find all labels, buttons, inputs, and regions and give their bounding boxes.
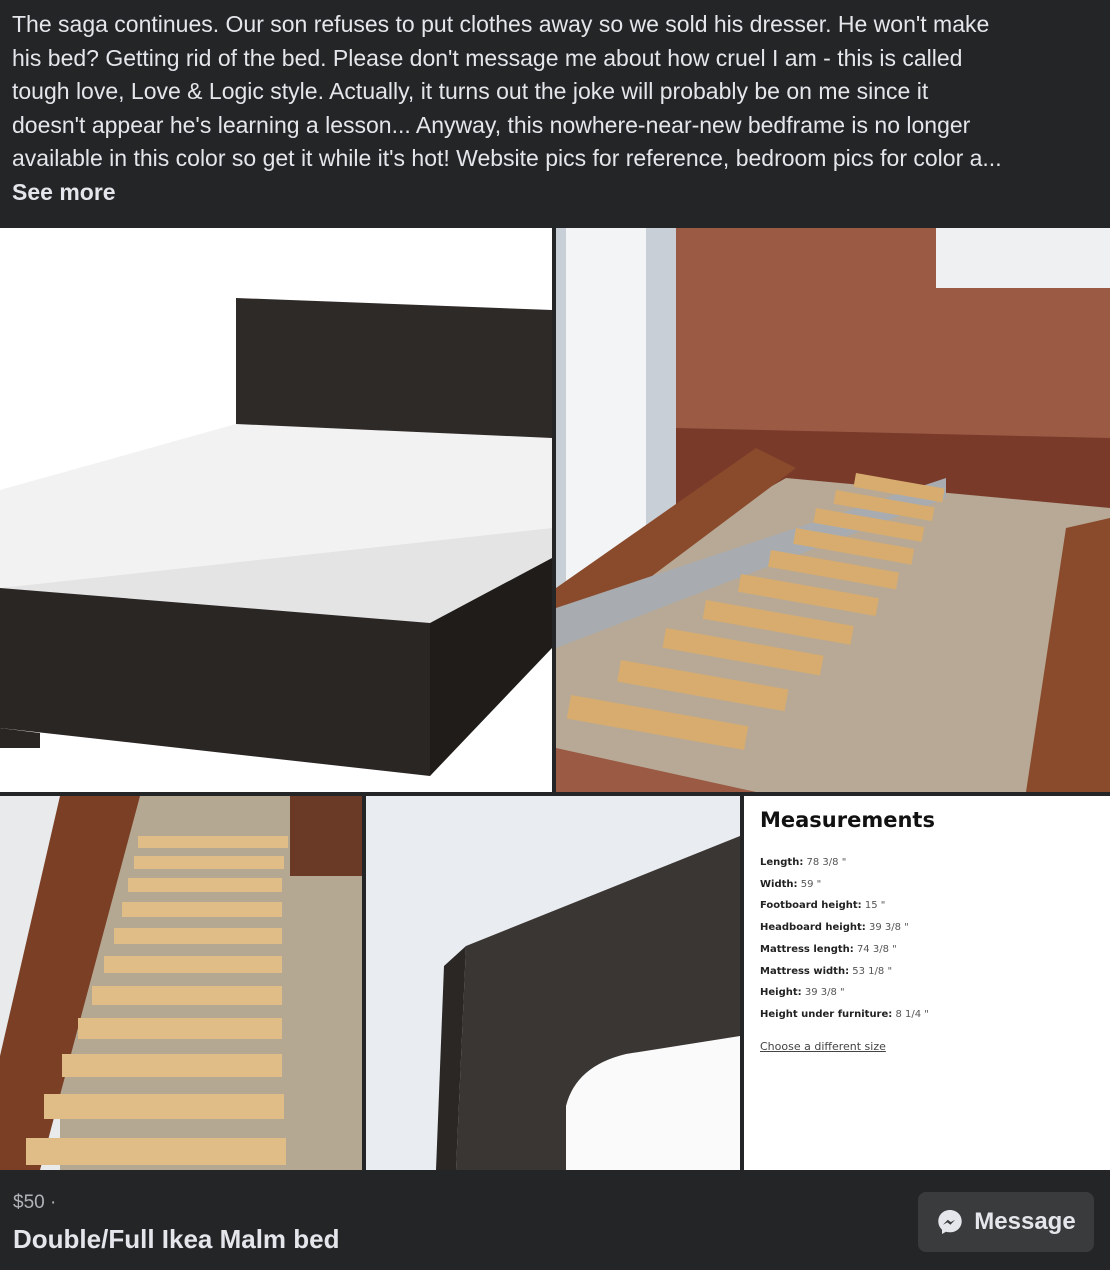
listing-price: $50 · — [13, 1192, 57, 1213]
measurement-row: Mattress width: 53 1/8 " — [760, 965, 893, 977]
see-more-link[interactable]: See more — [12, 178, 116, 205]
bedroom-frame-image — [556, 228, 1110, 792]
post-text-line: his bed? Getting rid of the bed. Please don't message me about how cruel I am - this is called — [12, 44, 963, 71]
measurement-row: Height under furniture: 8 1/4 " — [760, 1008, 929, 1020]
measurements-title: Measurements — [760, 808, 935, 832]
slats-image — [0, 796, 362, 1170]
measurement-row: Width: 59 " — [760, 878, 822, 890]
measurement-row: Headboard height: 39 3/8 " — [760, 922, 909, 934]
post-text-line: available in this color so get it while it's hot! Website pics for reference, bedroom pics for color a... — [12, 145, 1002, 171]
post-text-line: doesn't appear he's learning a lesson... Anyway, this nowhere-near-new bedframe is no longer — [12, 111, 971, 138]
post-description — [12, 8, 1102, 209]
measurement-row: Length: 78 3/8 " — [760, 857, 847, 868]
bed-product-image — [0, 228, 552, 792]
measurements-panel[interactable] — [744, 796, 1110, 1170]
photo-bed-product[interactable] — [0, 228, 552, 792]
measurement-row: Mattress length: 74 3/8 " — [760, 943, 897, 955]
headboard-closeup-image — [366, 796, 740, 1170]
photo-bedroom-frame[interactable] — [556, 228, 1110, 792]
message-button-label: Message — [974, 1208, 1076, 1235]
measurement-row: Height: 39 3/8 " — [760, 987, 845, 999]
measurement-row: Footboard height: 15 " — [760, 900, 886, 912]
messenger-icon — [936, 1208, 964, 1236]
message-button[interactable] — [918, 1192, 1094, 1252]
photo-headboard-closeup[interactable] — [366, 796, 740, 1170]
post-text-line: tough love, Love & Logic style. Actually, it turns out the joke will probably be on me since it — [12, 78, 929, 104]
listing-footer — [0, 1172, 1110, 1270]
listing-title[interactable]: Double/Full Ikea Malm bed — [13, 1224, 340, 1254]
post-text-line: The saga continues. Our son refuses to put clothes away so we sold his dresser. He won't make — [12, 11, 990, 37]
photo-slats[interactable] — [0, 796, 362, 1170]
choose-size-link: Choose a different size — [760, 1039, 886, 1053]
